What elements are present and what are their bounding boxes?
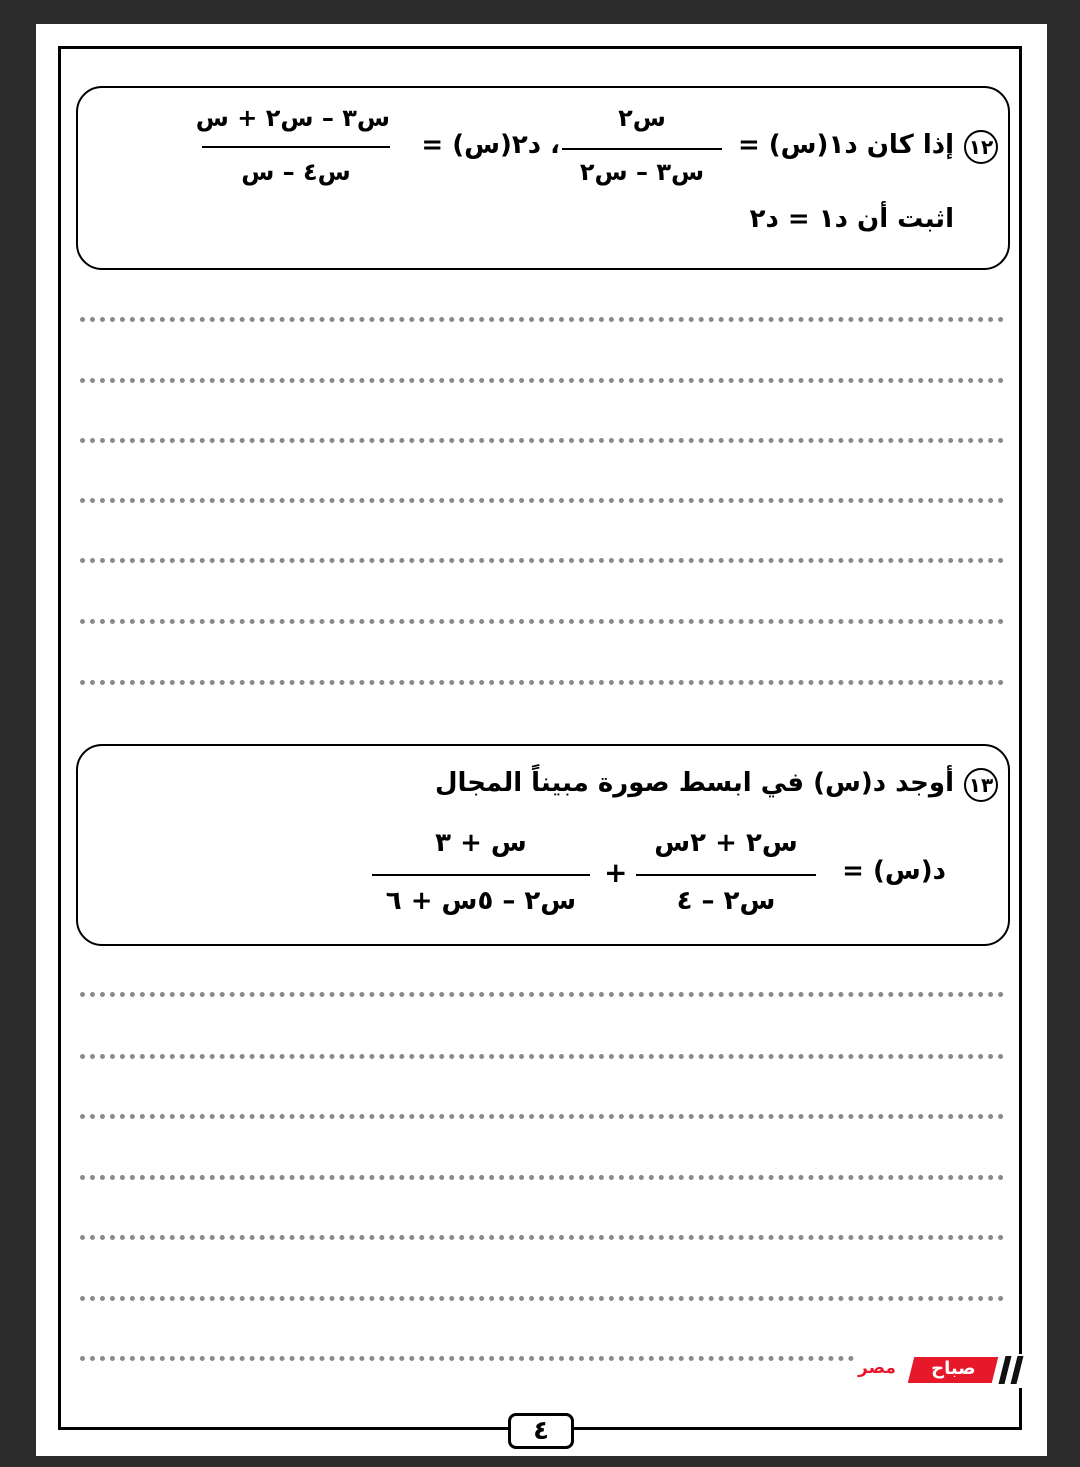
- question-13-t2-numerator: س + ٣: [435, 828, 527, 858]
- answer-line: [80, 438, 1004, 443]
- question-13-number: ١٣: [964, 768, 998, 802]
- answer-line: [80, 1296, 1004, 1301]
- question-12-f1-numerator: س٢: [618, 104, 666, 132]
- question-13-prompt: أوجد د(س) في ابسط صورة مبيناً المجال: [434, 768, 954, 798]
- question-12-prove: اثبت أن د١ = د٢: [749, 204, 954, 234]
- logo-stripe-icon: [1011, 1356, 1024, 1384]
- question-12-f2-fraction-bar: [202, 146, 390, 148]
- question-13-t1-numerator: س٢ + ٢س: [654, 828, 798, 858]
- question-12-number: ١٢: [964, 130, 998, 164]
- logo-secondary-text: مصر: [858, 1358, 896, 1378]
- answer-line: [80, 1114, 1004, 1119]
- answer-line: [80, 558, 1004, 563]
- answer-line: [80, 498, 1004, 503]
- question-12-f1-denominator: س٣ – س٢: [579, 158, 705, 186]
- question-12-f2-numerator: س٣ – س٢ + س: [195, 104, 390, 132]
- answer-line: [80, 680, 1004, 685]
- question-12-separator: ، د٢(س) =: [421, 130, 560, 160]
- logo-red-badge: [908, 1357, 998, 1383]
- question-12-f2-denominator: س٤ – س: [241, 158, 351, 186]
- answer-line: [80, 317, 1004, 322]
- answer-line: [80, 619, 1004, 624]
- answer-line: [80, 1175, 1004, 1180]
- question-13-lhs: د(س) =: [842, 856, 946, 886]
- question-13-plus: +: [604, 856, 628, 889]
- question-13-t2-fraction-bar: [372, 874, 590, 876]
- logo-main-text: صباح: [931, 1358, 976, 1379]
- page-number: ٤: [508, 1413, 574, 1449]
- watermark-logo: [856, 1354, 1026, 1388]
- question-12-intro: إذا كان د١(س) =: [737, 130, 954, 160]
- answer-line: [80, 1054, 1004, 1059]
- question-13-t1-denominator: س٢ – ٤: [676, 886, 776, 916]
- logo-stripe-icon: [999, 1356, 1012, 1384]
- question-13-t1-fraction-bar: [636, 874, 816, 876]
- answer-line: [80, 992, 1004, 997]
- question-13-t2-denominator: س٢ – ٥س + ٦: [385, 886, 577, 916]
- answer-line: [80, 378, 1004, 383]
- question-12-f1-fraction-bar: [562, 148, 722, 150]
- answer-line: [80, 1235, 1004, 1240]
